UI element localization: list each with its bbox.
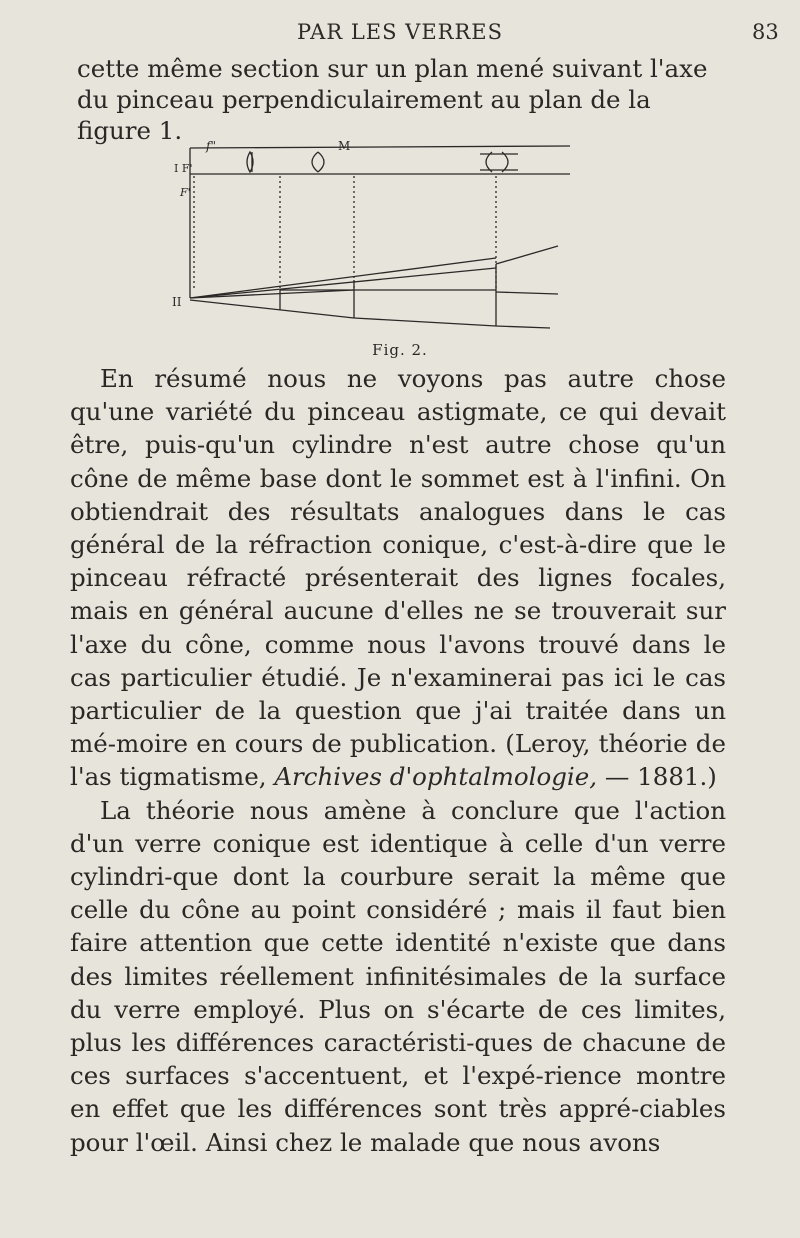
- ray-lower-2: [354, 318, 496, 326]
- lens-shape-4: [502, 152, 508, 172]
- label-m: M: [338, 139, 351, 153]
- lens-shape-2: [312, 152, 324, 172]
- ray-out-2: [496, 292, 558, 294]
- paragraph-1-text: En résumé nous ne voyons pas autre chose qu'une variété du pinceau astigmate, ce qui devait être, puis-qu'un cylindre n'est autre chose qu'un cône de même base dont le sommet est à l'infini. On obtiendrait des résultats analogues dans le cas général de la réfraction conique, c'est-à-dire que le pinceau réfracté présenterait des lignes focales, mais en général aucune d'elles ne se trouverait sur l'axe du cône, comme nous l'avons trouvé dans le cas particulier étudié. Je n'examinerai pas ici le cas particulier de la question que j'ai traitée dans un mé-moire en cours de publication. (Leroy, théorie de l'as tigmatisme,: [70, 364, 726, 792]
- page-number: 83: [752, 20, 779, 44]
- label-f-prime: F': [180, 186, 191, 199]
- journal-title: Archives d'ophtalmologie,: [274, 762, 598, 792]
- ray-3: [190, 290, 354, 298]
- intro-text: cette même section sur un plan mené suivant l'axe du pinceau perpendiculairement au plan de la figure 1.: [77, 54, 708, 145]
- intro-paragraph: [77, 53, 717, 146]
- ray-out-3: [496, 326, 550, 328]
- lens-shape-3: [486, 152, 492, 172]
- top-ray-line: [190, 146, 570, 148]
- paragraph-1-end: — 1881.): [604, 762, 717, 792]
- running-title: PAR LES VERRES: [296, 20, 504, 44]
- label-f-double-prime: f": [206, 139, 216, 153]
- label-roman-two: II: [172, 295, 182, 309]
- body-text: [70, 362, 726, 1159]
- ray-1: [190, 258, 496, 298]
- ray-out-1: [496, 246, 558, 264]
- figure-caption: Fig. 2.: [372, 341, 428, 359]
- paragraph-1: [70, 362, 726, 794]
- ray-lower: [190, 300, 354, 318]
- label-i-f-prime: I F': [174, 162, 193, 175]
- ray-2: [190, 268, 496, 298]
- paragraph-2: La théorie nous amène à conclure que l'action d'un verre conique est identique à celle d'un verre cylindri-que dont la courbure serait la même que celle du cône au point considéré ; mais il faut bien faire attention que cette identité n'existe que dans des limites réellement infinitésimales de la surface du verre employé. Plus on s'écarte de ces limites, plus les différences caractéristi-ques de chacune de ces surfaces s'accentuent, et l'expé-rience montre en effet que les différences sont très appré-ciables pour l'œil. Ainsi chez le malade que nous avons: [70, 795, 726, 1157]
- figure-diagram: [172, 139, 600, 340]
